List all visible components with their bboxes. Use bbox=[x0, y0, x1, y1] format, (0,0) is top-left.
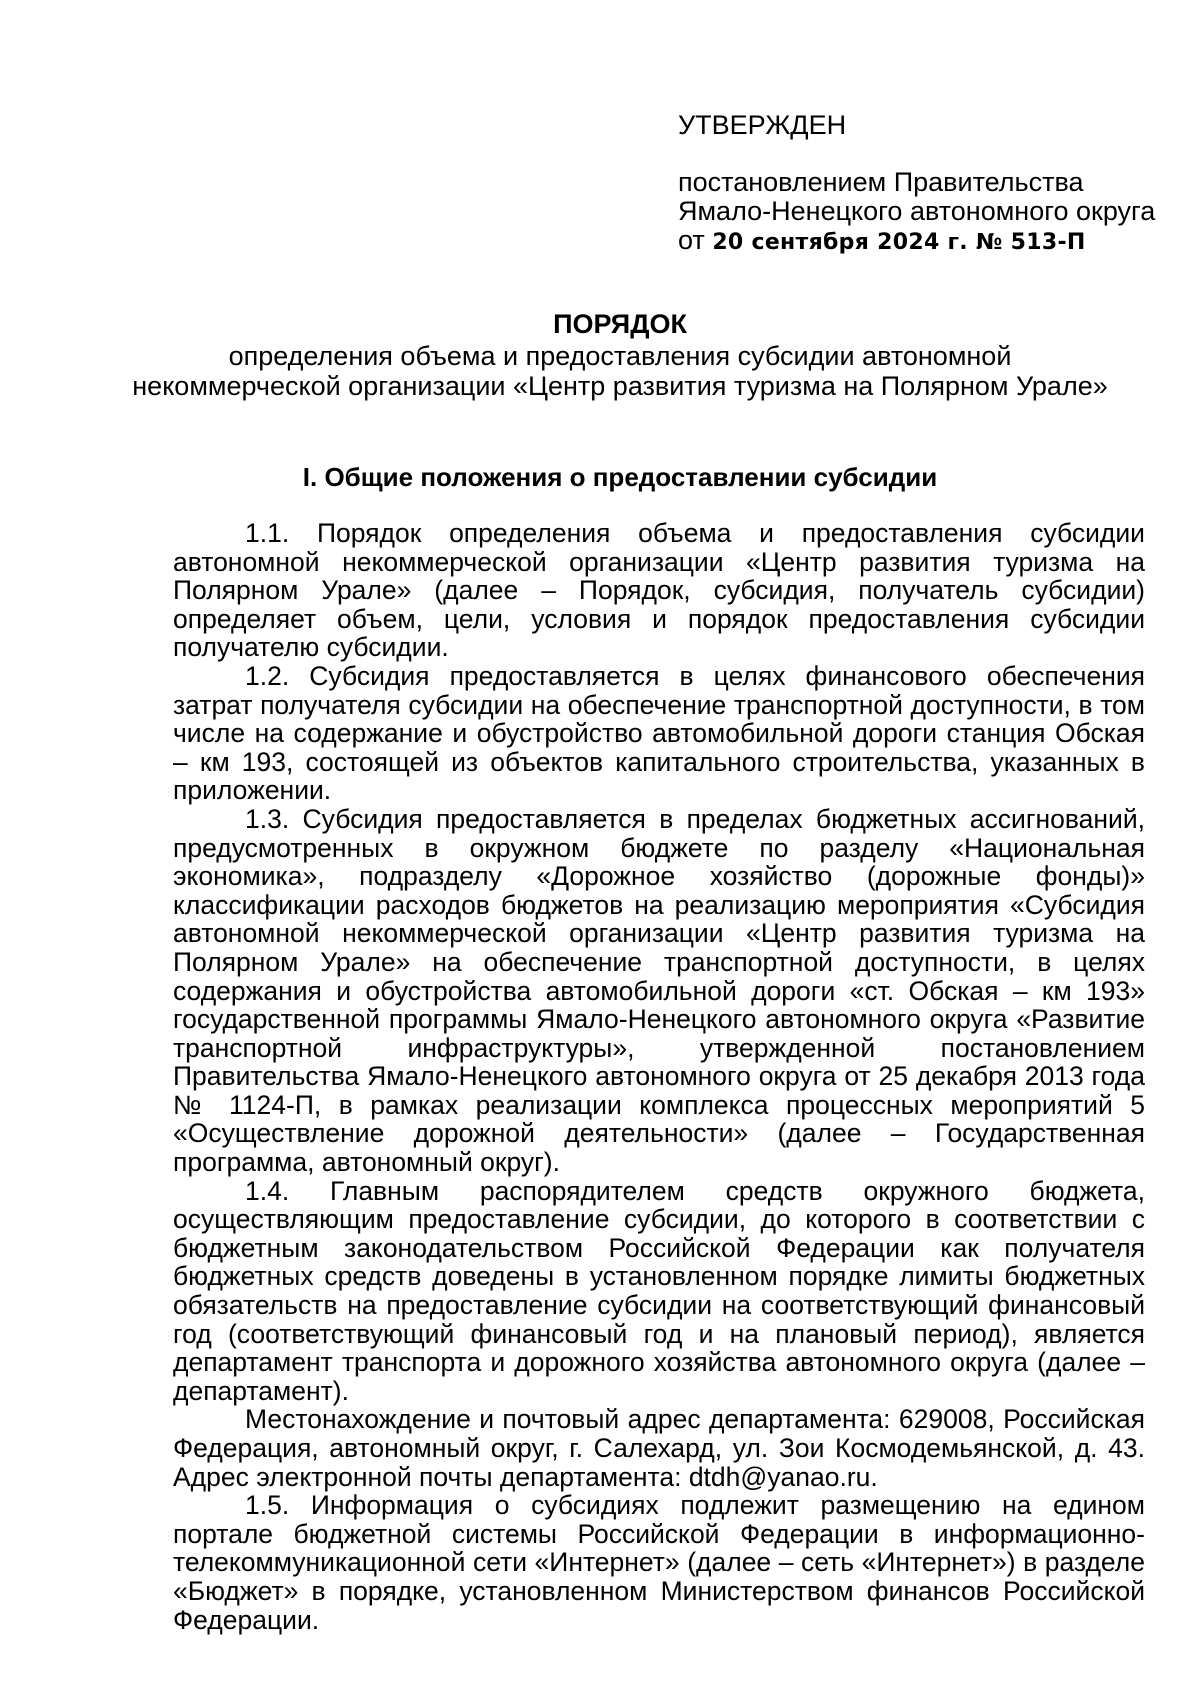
approval-stamp: УТВЕРЖДЕН bbox=[678, 110, 847, 140]
approval-date-prefix: от bbox=[678, 225, 705, 255]
paragraph-1-1: 1.1. Порядок определения объема и предоставления субсидии автономной некоммерческой организации «Центр развития туризма на Полярном Урале» (далее – Порядок, субсидия, получатель субсидии) определяет объем, цели, условия и порядок предоставления субсидии получателю субсидии. bbox=[173, 518, 1145, 663]
approval-block bbox=[678, 111, 1178, 257]
paragraph-address: Местонахождение и почтовый адрес департамента: 629008, Российская Федерация, автономный округ, г. Салехард, ул. Зои Космодемьянской, д. 43. Адрес электронной почты департамента: dtdh@yanao.ru. bbox=[173, 1404, 1145, 1492]
document-title bbox=[120, 309, 1120, 401]
approval-line-2: Ямало-Ненецкого автономного округа bbox=[678, 196, 1156, 226]
approval-line-1: постановлением Правительства bbox=[678, 167, 1084, 197]
approval-date-line bbox=[678, 226, 1178, 257]
document-subtitle-line-1: определения объема и предоставления субсидии автономной bbox=[228, 341, 1012, 371]
document-heading: ПОРЯДОК bbox=[553, 309, 687, 339]
paragraph-1-2: 1.2. Субсидия предоставляется в целях финансового обеспечения затрат получателя субсидии на обеспечение транспортной доступности, в том числе на содержание и обустройство автомобильной дороги станция Обская – км 193, состоящей из объектов капитального строительства, указанных в приложении. bbox=[173, 660, 1145, 806]
approval-date-number: 20 сентября 2024 г. № 513-П bbox=[712, 230, 1086, 255]
document-subtitle-line-2: некоммерческой организации «Центр развития туризма на Полярном Урале» bbox=[132, 371, 1108, 401]
paragraph-1-5: 1.5. Информация о субсидиях подлежит размещению на едином портале бюджетной системы Российской Федерации в информационно-телекоммуникационной сети «Интернет» (далее – сеть «Интернет») в разделе «Бюджет» в порядке, установленном Министерством финансов Российской Федерации. bbox=[173, 1490, 1145, 1635]
paragraph-1-3: 1.3. Субсидия предоставляется в пределах бюджетных ассигнований, предусмотренных в окружном бюджете по разделу «Национальная экономика», подразделу «Дорожное хозяйство (дорожные фонды)» классификации расходов бюджетов на реализацию мероприятия «Субсидия автономной некоммерческой организации «Центр развития туризма на Полярном Урале» на обеспечение транспортной доступности, в целях содержания и обустройства автомобильной дороги «ст. Обская – км 193» государственной программы Ямало-Ненецкого автономного округа «Развитие транспортной инфраструктуры», утвержденной постановлением Правительства Ямало-Ненецкого автономного округа от 25 декабря 2013 года № 1124-П, в рамках реализации комплекса процессных мероприятий 5 «Осуществление дорожной деятельности» (далее – Государственная программа, автономный округ). bbox=[173, 803, 1145, 1178]
paragraph-1-4: 1.4. Главным распорядителем средств окружного бюджета, осуществляющим предоставление субсидии, до которого в соответствии с бюджетным законодательством Российской Федерации как получателя бюджетных средств доведены в установленном порядке лимиты бюджетных обязательств на предоставление субсидии на соответствующий финансовый год (соответствующий финансовый год и на плановый период), является департамент транспорта и дорожного хозяйства автономного округа (далее – департамент). bbox=[173, 1175, 1145, 1406]
section-title: I. Общие положения о предоставлении субсидии bbox=[302, 462, 938, 492]
body-text bbox=[173, 519, 1145, 1634]
